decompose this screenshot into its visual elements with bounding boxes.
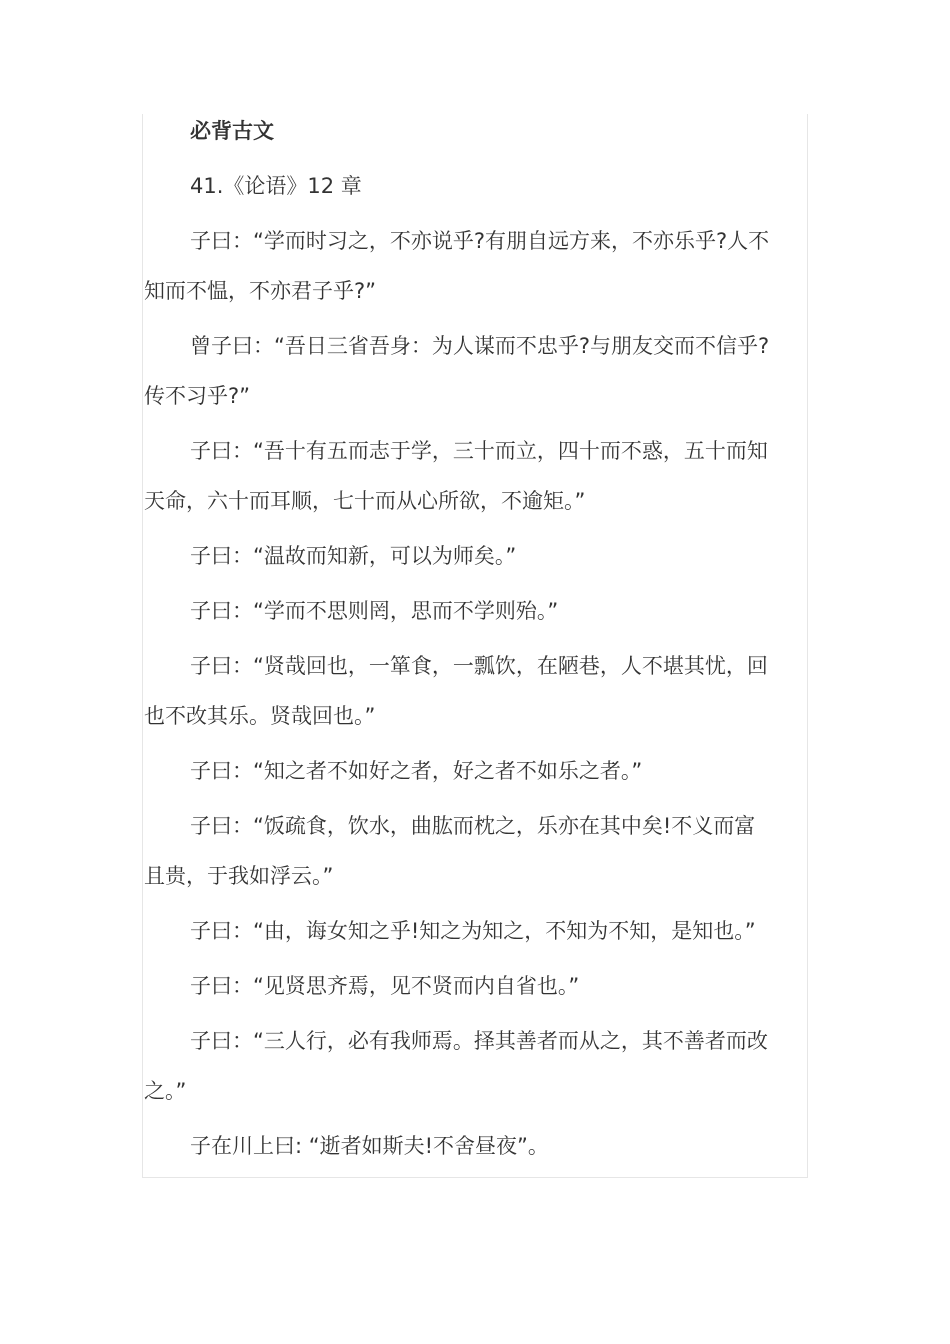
paragraph-line: 天命，六十而耳顺，七十而从心所欲，不逾矩。” bbox=[144, 489, 586, 513]
document-body bbox=[144, 106, 816, 1171]
paragraph-line: 子曰：“饭疏食，饮水，曲肱而枕之，乐亦在其中矣!不义而富 bbox=[190, 814, 756, 838]
paragraph-line: 子曰：“学而不思则罔，思而不学则殆。” bbox=[190, 599, 559, 623]
paragraph-8 bbox=[144, 801, 816, 901]
paragraph-12 bbox=[144, 1121, 816, 1171]
paragraph-line: 子曰：“见贤思齐焉，见不贤而内自省也。” bbox=[190, 974, 580, 998]
paragraph-6 bbox=[144, 641, 816, 741]
paragraph-line: 曾子曰：“吾日三省吾身：为人谋而不忠乎?与朋友交而不信乎? bbox=[190, 334, 770, 358]
paragraph-9 bbox=[144, 906, 816, 956]
chapter-title: 41.《论语》12 章 bbox=[190, 174, 362, 198]
paragraph-line: 子曰：“三人行，必有我师焉。择其善者而从之，其不善者而改 bbox=[190, 1029, 768, 1053]
paragraph-3 bbox=[144, 426, 816, 526]
paragraph-line: 传不习乎?” bbox=[144, 384, 251, 408]
paragraph-11 bbox=[144, 1016, 816, 1116]
paragraph-5 bbox=[144, 586, 816, 636]
paragraph-line: 知而不愠，不亦君子乎?” bbox=[144, 279, 377, 303]
paragraph-line: 也不改其乐。贤哉回也。” bbox=[144, 704, 376, 728]
paragraph-10 bbox=[144, 961, 816, 1011]
paragraph-line: 子曰：“知之者不如好之者，好之者不如乐之者。” bbox=[190, 759, 643, 783]
paragraph-line: 子曰：“吾十有五而志于学，三十而立，四十而不惑，五十而知 bbox=[190, 439, 768, 463]
paragraph-line: 子曰：“由，诲女知之乎!知之为知之，不知为不知，是知也。” bbox=[190, 919, 756, 943]
paragraph-7 bbox=[144, 746, 816, 796]
paragraph-4 bbox=[144, 531, 816, 581]
paragraph-1 bbox=[144, 216, 816, 316]
paragraph-line: 子在川上曰: “逝者如斯夫!不舍昼夜”。 bbox=[190, 1134, 549, 1158]
paragraph-line: 子曰：“贤哉回也，一箪食，一瓢饮，在陋巷，人不堪其忧，回 bbox=[190, 654, 768, 678]
paragraph-2 bbox=[144, 321, 816, 421]
paragraph-line: 子曰：“学而时习之，不亦说乎?有朋自远方来，不亦乐乎?人不 bbox=[190, 229, 770, 253]
paragraph-line: 之。” bbox=[144, 1079, 187, 1103]
document-heading: 必背古文 bbox=[190, 119, 274, 143]
paragraph-line: 且贵，于我如浮云。” bbox=[144, 864, 334, 888]
paragraph-line: 子曰：“温故而知新，可以为师矣。” bbox=[190, 544, 517, 568]
